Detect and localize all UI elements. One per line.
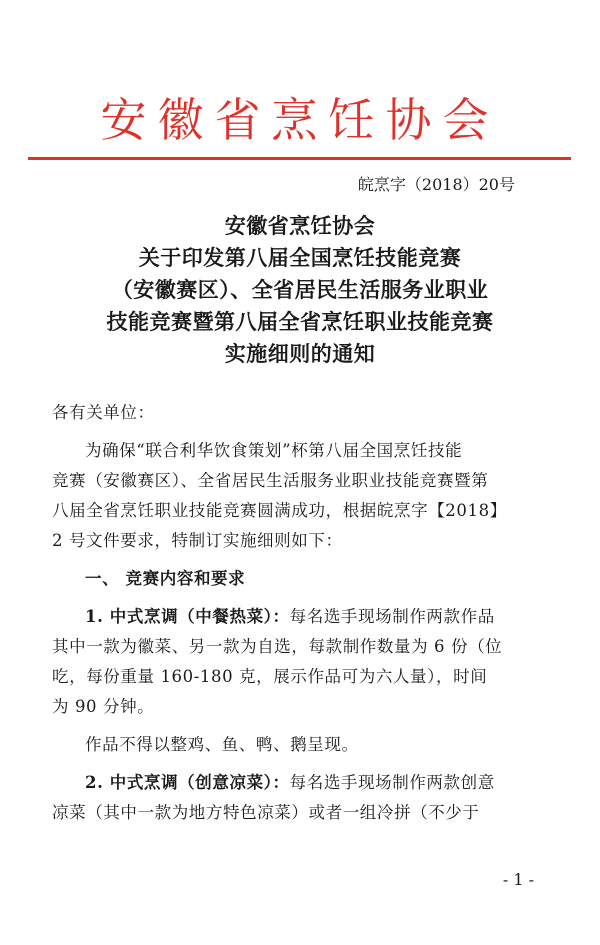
item-2-line: 凉菜（其中一款为地方特色凉菜）或者一组冷拼（不少于 (52, 803, 480, 822)
item-1-note: 作品不得以整鸡、鱼、鸭、鹅呈现。 (85, 735, 359, 754)
item-1-first-line (52, 602, 552, 632)
item-1-text: 每名选手现场制作两款作品 (289, 607, 495, 626)
document-title (0, 210, 600, 370)
intro-paragraph-line: 2 号文件要求，特制订实施细则如下： (52, 531, 343, 550)
page-number: - 1 - (502, 870, 534, 889)
title-line: 技能竞赛暨第八届全省烹饪职业技能竞赛 (106, 309, 494, 334)
title-line: 安徽省烹饪协会 (224, 213, 376, 238)
title-line: 关于印发第八届全国烹饪技能竞赛 (138, 245, 462, 270)
item-1-label: 1. 中式烹调（中餐热菜）： (85, 607, 290, 626)
item-1-line: 为 90 分钟。 (52, 697, 155, 716)
document-body (52, 398, 552, 828)
intro-paragraph-line: 竞赛（安徽赛区）、全省居民生活服务业职业技能竞赛暨第 (52, 471, 489, 490)
item-2-label: 2. 中式烹调（创意凉菜）： (85, 773, 290, 792)
salutation: 各有关单位： (52, 403, 155, 422)
intro-paragraph-line: 八届全省烹饪职业技能竞赛圆满成功，根据皖烹字【2018】 (52, 501, 507, 520)
title-line: 实施细则的通知 (224, 341, 376, 366)
letterhead-org-name: 安徽省烹饪协会 (100, 93, 500, 147)
item-2-text: 每名选手现场制作两款创意 (289, 773, 495, 792)
letterhead-divider (28, 157, 571, 160)
item-1-line: 吃，每份重量 160-180 克，展示作品可为六人量），时间 (52, 667, 488, 686)
document-number: 皖烹字（2018）20号 (357, 175, 515, 194)
item-1-line: 其中一款为徽菜、另一款为自选，每款制作数量为 6 份（位 (52, 637, 503, 656)
intro-paragraph-line: 为确保“联合利华饮食策划”杯第八届全国烹饪技能 (85, 441, 463, 460)
title-line: （安徽赛区）、全省居民生活服务业职业 (111, 277, 489, 302)
item-2-first-line (52, 768, 552, 798)
section-heading: 一、 竞赛内容和要求 (85, 569, 246, 588)
